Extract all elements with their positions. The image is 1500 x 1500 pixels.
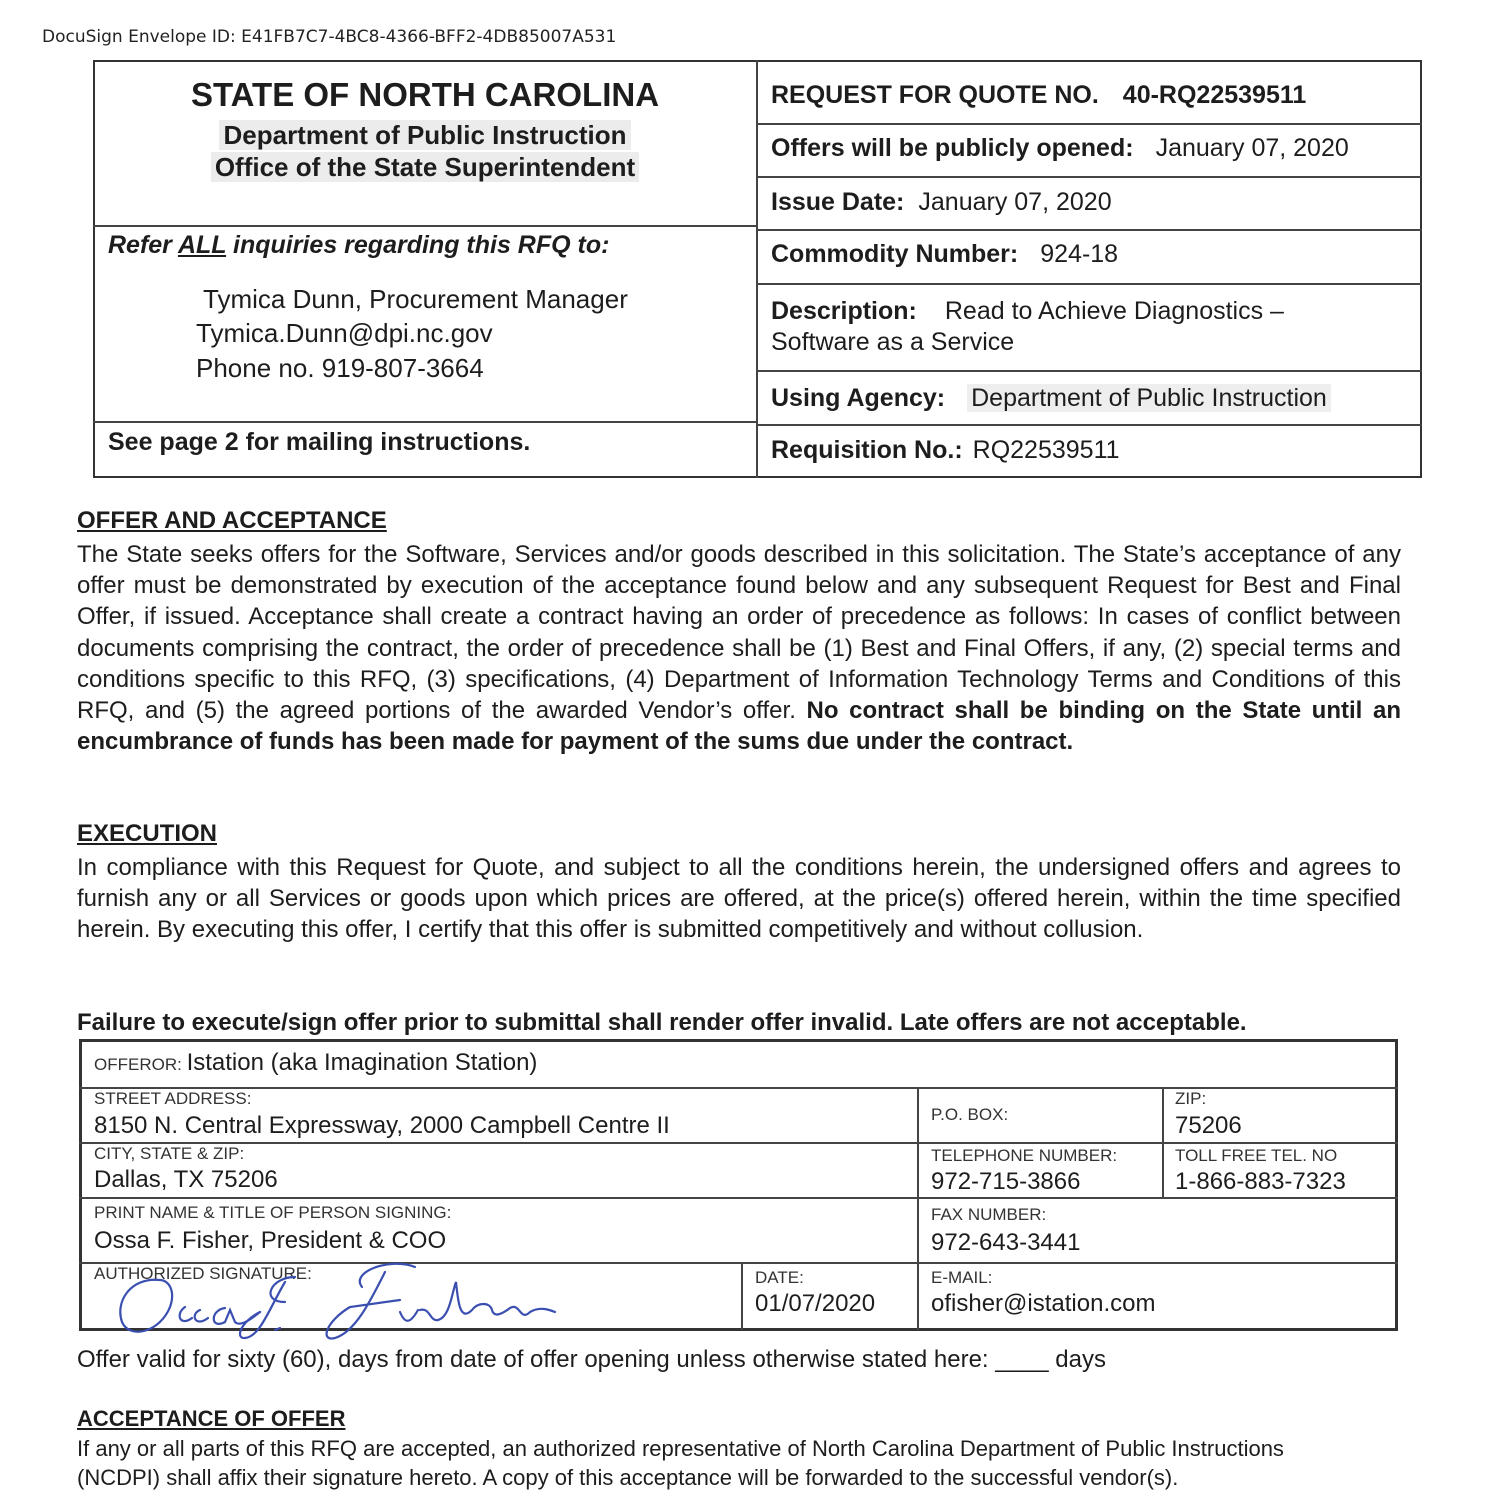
- divider: [79, 1142, 1398, 1144]
- contact-phone: Phone no. 919-807-3664: [196, 353, 484, 383]
- state-title: STATE OF NORTH CAROLINA: [190, 76, 660, 113]
- contact-name: Tymica Dunn, Procurement Manager: [203, 284, 628, 314]
- execution-text: In compliance with this Request for Quote, and subject to all the conditions herein, the undersigned offers and agrees to furnish any or all Services or goods upon which prices are offered, at the price(s) offered herein, within the time specified herein. By executing this offer, I certify that this offer is submitted competitively and without collusion.: [77, 854, 1401, 944]
- signature-label: AUTHORIZED SIGNATURE:: [94, 1264, 312, 1283]
- office-name: [93, 152, 757, 183]
- commodity-number: [771, 240, 1118, 269]
- divider: [757, 229, 1422, 231]
- tollfree-value[interactable]: 1-866-883-7323: [1175, 1168, 1346, 1195]
- signature-stroke: [400, 1282, 555, 1321]
- department-name: [93, 120, 757, 151]
- handwritten-signature: [100, 1252, 570, 1342]
- divider: [757, 424, 1422, 426]
- acceptance-heading: ACCEPTANCE OF OFFER: [77, 1406, 346, 1431]
- description: [771, 297, 1284, 326]
- using-agency: [771, 384, 1331, 413]
- email-label: E-MAIL:: [931, 1268, 993, 1287]
- telephone-value[interactable]: 972-715-3866: [931, 1168, 1081, 1195]
- date-value[interactable]: 01/07/2020: [755, 1290, 876, 1317]
- signer-name-value[interactable]: Ossa F. Fisher, President & COO: [94, 1227, 447, 1254]
- divider: [757, 176, 1422, 178]
- execution-heading: EXECUTION: [77, 820, 218, 847]
- divider: [757, 283, 1422, 285]
- offer-text: The State seeks offers for the Software, Services and/or goods described in this solicitation. The State’s acceptance of any offer must be demonstrated by execution of the acceptance found below and any subsequent Request for Best and Final Offer, if issued. Acceptance shall create a contract having an order of precedence as follows: In cases of conflict between documents comprising the contract, the order of precedence shall be (1) Best and Final Offers, if any, (2) special terms and conditions specific to this RFQ, (3) specifications, (4) Department of Information Technology Terms and Conditions of this RFQ, and (5) the agreed portions of the awarded Vendor’s offer.: [77, 541, 1401, 725]
- opened-value: January 07, 2020: [1155, 134, 1349, 162]
- rfq-value: 40-RQ22539511: [1122, 81, 1307, 109]
- rfq-number: [771, 81, 1306, 110]
- divider: [741, 1262, 743, 1330]
- issue-date: [771, 188, 1112, 217]
- requisition-value: RQ22539511: [972, 436, 1120, 464]
- zip-value[interactable]: 75206: [1175, 1112, 1242, 1139]
- refer-suffix: inquiries regarding this RFQ to:: [226, 231, 610, 259]
- signature-stroke: [327, 1264, 415, 1339]
- envelope-id: DocuSign Envelope ID: E41FB7C7-4BC8-4366-BFF2-4DB85007A531: [42, 27, 617, 47]
- telephone-label: TELEPHONE NUMBER:: [931, 1146, 1118, 1165]
- requisition-label: Requisition No.:: [771, 436, 963, 464]
- refer-inquiries: [108, 231, 609, 260]
- issue-label: Issue Date:: [771, 188, 905, 216]
- commodity-label: Commodity Number:: [771, 240, 1019, 268]
- divider: [93, 421, 757, 423]
- refer-all: ALL: [177, 231, 227, 259]
- offeror-value: Istation (aka Imagination Station): [186, 1049, 538, 1076]
- email-value[interactable]: ofisher@istation.com: [931, 1290, 1156, 1317]
- date-label: DATE:: [755, 1268, 804, 1287]
- offeror-label: OFFEROR:: [94, 1055, 187, 1074]
- fax-label: FAX NUMBER:: [931, 1205, 1047, 1224]
- divider: [79, 1197, 1398, 1199]
- city-label: CITY, STATE & ZIP:: [94, 1144, 245, 1163]
- description-value: Read to Achieve Diagnostics –: [944, 297, 1284, 325]
- signature-stroke: [120, 1280, 172, 1332]
- office-text: Office of the State Superintendent: [211, 152, 639, 182]
- city-value[interactable]: Dallas, TX 75206: [94, 1166, 278, 1193]
- description-label: Description:: [771, 297, 917, 325]
- divider: [917, 1087, 919, 1330]
- signer-name-label: PRINT NAME & TITLE OF PERSON SIGNING:: [94, 1203, 452, 1222]
- offer-acceptance-heading: OFFER AND ACCEPTANCE: [77, 507, 387, 534]
- zip-label: ZIP:: [1175, 1089, 1207, 1108]
- fax-value[interactable]: 972-643-3441: [931, 1229, 1081, 1256]
- offer-acceptance-text: [77, 539, 1401, 757]
- pobox-label: P.O. BOX:: [931, 1105, 1009, 1124]
- department-text: Department of Public Instruction: [219, 120, 630, 150]
- requisition-number: [771, 436, 1120, 465]
- issue-value: January 07, 2020: [918, 188, 1112, 216]
- tollfree-label: TOLL FREE TEL. NO: [1175, 1146, 1338, 1165]
- divider: [1162, 1087, 1164, 1198]
- street-label: STREET ADDRESS:: [94, 1089, 252, 1108]
- refer-prefix: Refer: [108, 231, 178, 259]
- offeror-field[interactable]: [94, 1049, 537, 1077]
- offer-bold-text: No contract shall be binding on the State until an encumbrance of funds has been made for payment of the sums due under the contract.: [77, 697, 1401, 756]
- mailing-instructions: See page 2 for mailing instructions.: [108, 428, 531, 456]
- divider: [757, 370, 1422, 372]
- execution-warning: Failure to execute/sign offer prior to submittal shall render offer invalid. Late offers are not acceptable.: [77, 1009, 1247, 1036]
- opened-label: Offers will be publicly opened:: [771, 134, 1134, 162]
- acceptance-text-line1: If any or all parts of this RFQ are accepted, an authorized representative of North Carolina Department of Public Instructions: [77, 1436, 1284, 1461]
- opening-date: [771, 134, 1349, 163]
- offer-validity: Offer valid for sixty (60), days from date of offer opening unless otherwise stated here: ____ days: [77, 1346, 1106, 1373]
- description-value-line2: Software as a Service: [771, 328, 1015, 356]
- agency-value: Department of Public Instruction: [967, 384, 1331, 412]
- commodity-value: 924-18: [1040, 240, 1119, 268]
- agency-label: Using Agency:: [771, 384, 946, 412]
- rfq-label: REQUEST FOR QUOTE NO.: [771, 81, 1099, 109]
- divider: [757, 123, 1422, 125]
- divider: [93, 225, 757, 227]
- signature-stroke: [240, 1277, 295, 1338]
- acceptance-text-line2: (NCDPI) shall affix their signature hereto. A copy of this acceptance will be forwarded to the successful vendor(s).: [77, 1465, 1179, 1490]
- street-value[interactable]: 8150 N. Central Expressway, 2000 Campbell Centre II: [94, 1112, 670, 1139]
- contact-email[interactable]: Tymica.Dunn@dpi.nc.gov: [196, 318, 493, 348]
